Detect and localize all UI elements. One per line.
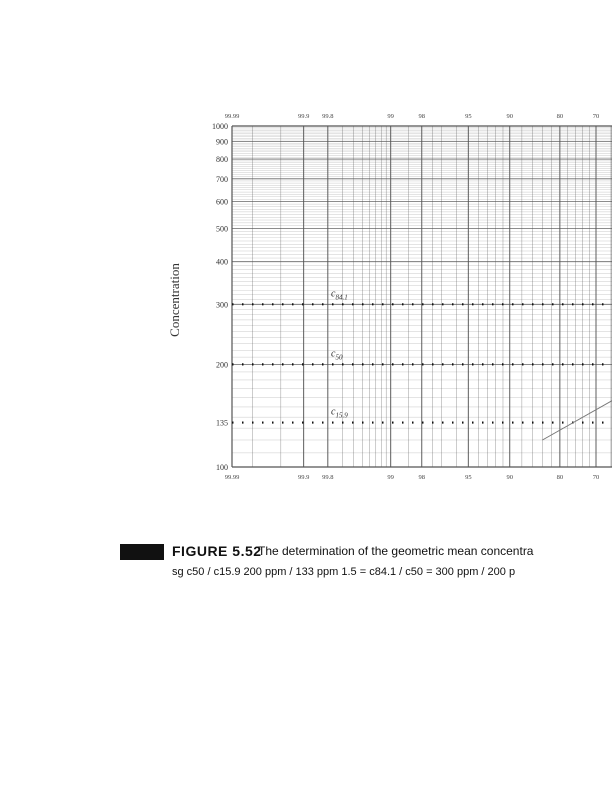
x-tick-label-bottom: 99.9	[297, 474, 310, 481]
x-tick-label-top: 70	[592, 113, 600, 120]
figure-tag	[120, 544, 164, 560]
y-tick-label: 300	[216, 300, 228, 310]
x-tick-label-top: 99.9	[297, 113, 310, 120]
x-tick-label-bottom: 99.8	[322, 474, 334, 481]
y-tick-label: 400	[216, 257, 228, 267]
reference-level-label: $c_{15.9}$	[331, 406, 348, 420]
x-tick-label-top: 99.99	[224, 113, 240, 120]
figure-caption	[120, 544, 612, 586]
x-tick-label-top: 95	[465, 113, 472, 120]
x-tick-label-bottom: 99.99	[224, 474, 240, 481]
figure-label: FIGURE 5.52	[172, 544, 262, 559]
caption-formula: sg c50 / c15.9 200 ppm / 133 ppm 1.5 = c84.1 / c50 = 300 ppm / 200 p	[172, 566, 516, 578]
x-tick-label-bottom: 95	[465, 474, 472, 481]
x-tick-label-top: 90	[506, 113, 513, 120]
x-tick-label-top: 98	[418, 113, 425, 120]
y-axis-label: Concentration	[167, 263, 182, 337]
y-tick-label: 800	[216, 155, 228, 165]
y-tick-label: 1000	[212, 122, 228, 131]
y-tick-label: 100	[216, 463, 228, 472]
x-tick-label-top: 99.8	[322, 113, 334, 120]
y-tick-label: 700	[216, 174, 228, 184]
x-tick-label-bottom: 70	[592, 474, 600, 481]
reference-level-label: $c_{50}$	[331, 348, 343, 362]
x-tick-label-bottom: 90	[506, 474, 513, 481]
y-tick-label: 500	[216, 224, 228, 234]
x-tick-label-top: 80	[556, 113, 564, 120]
x-tick-label-bottom: 99	[387, 474, 394, 481]
y-tick-label: 135	[216, 418, 228, 428]
y-tick-label: 200	[216, 360, 228, 370]
x-tick-label-bottom: 80	[556, 474, 564, 481]
x-tick-label-top: 99	[387, 113, 394, 120]
reference-level-label: $c_{84.1}$	[331, 288, 348, 302]
x-tick-label-bottom: 98	[418, 474, 425, 481]
series-line	[542, 384, 612, 440]
figure-caption-text: The determination of the geometric mean concentra	[258, 544, 534, 558]
y-tick-label: 900	[216, 137, 228, 147]
y-tick-label: 600	[216, 197, 228, 207]
